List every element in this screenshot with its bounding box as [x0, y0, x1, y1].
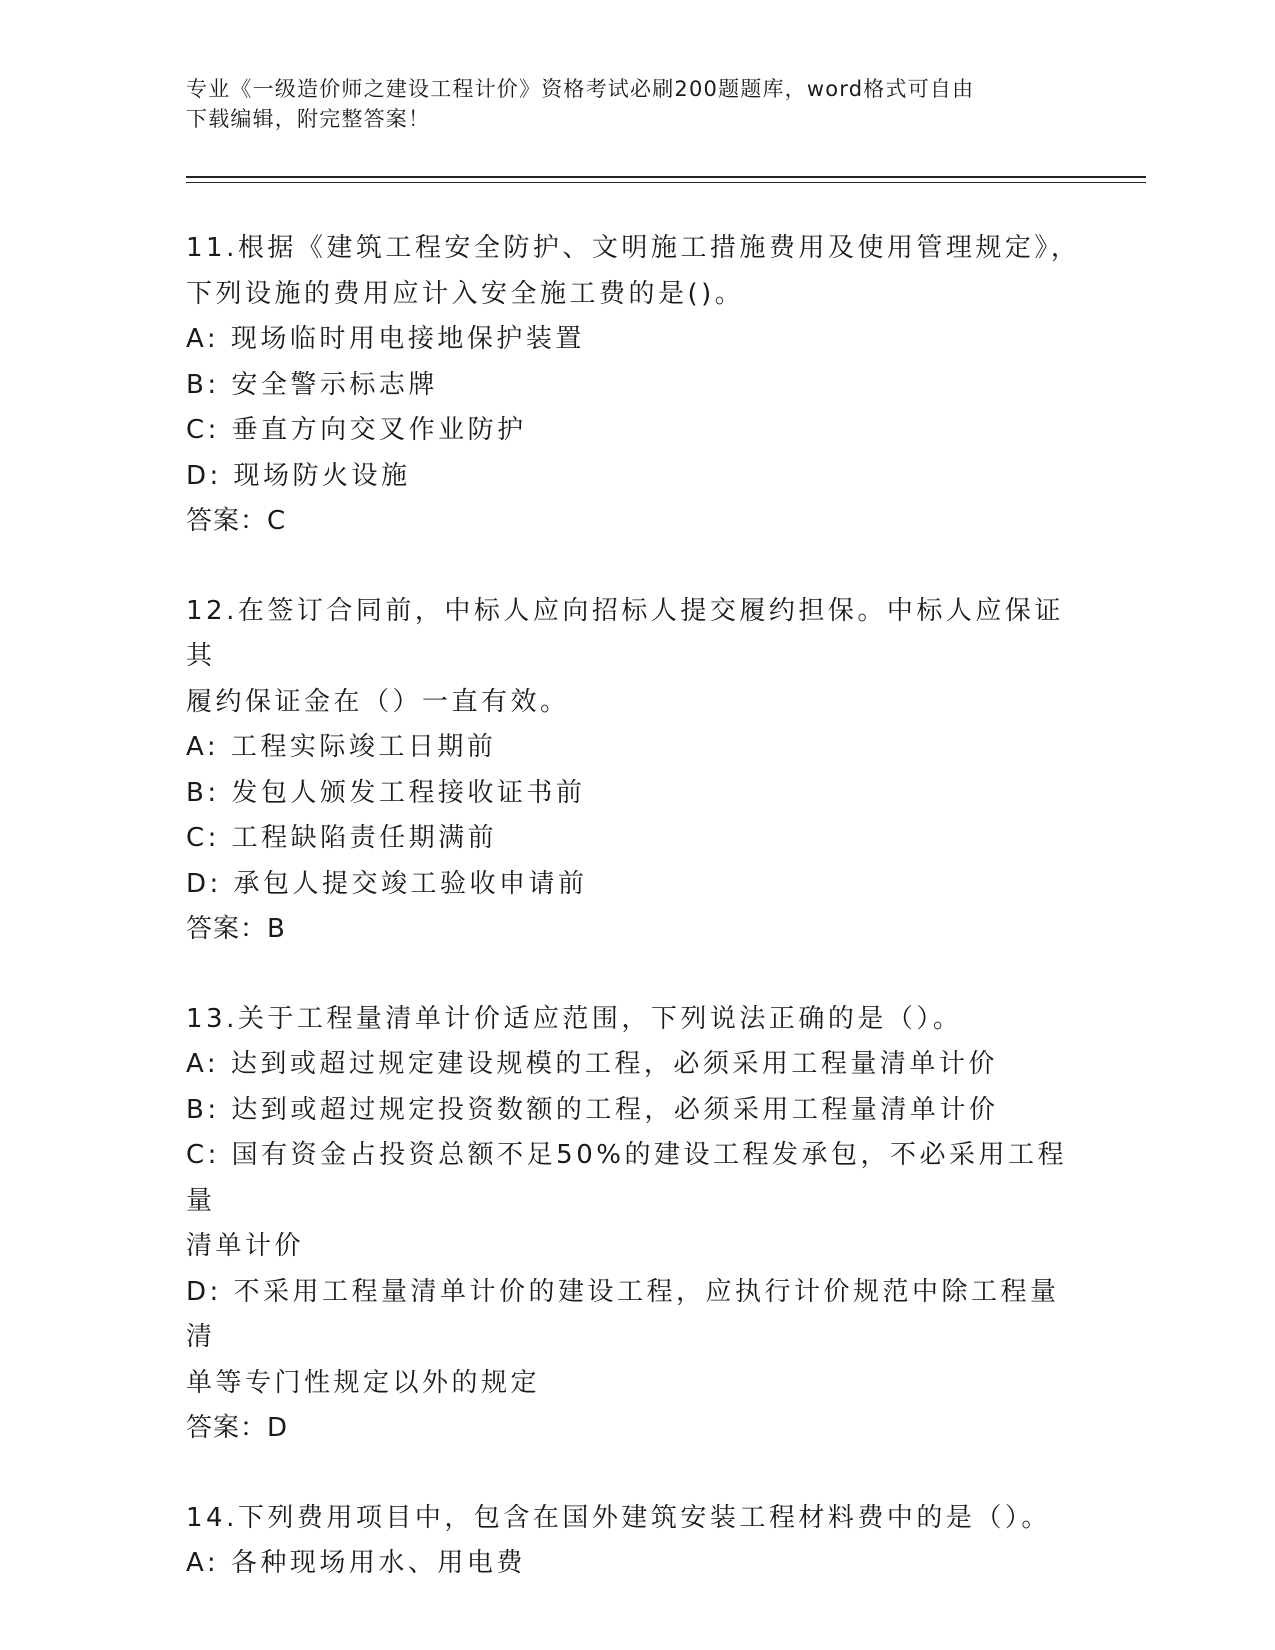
document-header [186, 74, 1066, 134]
option-line: 清单计价 [186, 1231, 305, 1261]
header-rule-thin [186, 182, 1146, 183]
question-stem-line: 12.在签订合同前，中标人应向招标人提交履约担保。中标人应保证其 [186, 595, 1064, 671]
option-line: D: 不采用工程量清单计价的建设工程，应执行计价规范中除工程量清 [186, 1276, 1060, 1352]
question-list [186, 226, 1086, 1631]
header-line-1: 专业《一级造价师之建设工程计价》资格考试必刷200题题库，word格式可自由 [186, 77, 975, 101]
option-line: D: 承包人提交竣工验收申请前 [186, 868, 588, 899]
option-line: C: 垂直方向交叉作业防护 [186, 415, 527, 445]
option-line: C: 国有资金占投资总额不足50%的建设工程发承包，不必采用工程量 [186, 1140, 1067, 1216]
answer-line: 答案：D [186, 1413, 289, 1443]
question-stem-line: 14.下列费用项目中，包含在国外建筑安装工程材料费中的是（）。 [186, 1502, 1051, 1533]
option-line: A: 达到或超过规定建设规模的工程，必须采用工程量清单计价 [186, 1049, 998, 1079]
option-line: C: 工程缺陷责任期满前 [186, 823, 498, 853]
option-line: B: 安全警示标志牌 [186, 369, 438, 400]
option-line: D: 现场防火设施 [186, 460, 411, 491]
answer-line: 答案：C [186, 506, 287, 536]
question-stem-line: 11.根据《建筑工程安全防护、文明施工措施费用及使用管理规定》， [186, 233, 1081, 263]
option-line: 单等专门性规定以外的规定 [186, 1367, 541, 1398]
question-11 [186, 226, 1086, 545]
header-rule-thick [186, 176, 1146, 178]
question-stem-line: 下列设施的费用应计入安全施工费的是()。 [186, 278, 745, 309]
header-line-2: 下载编辑，附完整答案！ [186, 107, 431, 131]
option-line: A: 工程实际竣工日期前 [186, 732, 497, 762]
question-12 [186, 589, 1086, 953]
option-line: B: 达到或超过规定投资数额的工程，必须采用工程量清单计价 [186, 1094, 999, 1125]
option-line: B: 发包人颁发工程接收证书前 [186, 777, 586, 808]
answer-line: 答案：B [186, 914, 286, 944]
option-line: A: 现场临时用电接地保护装置 [186, 324, 585, 354]
question-stem-line: 13.关于工程量清单计价适应范围，下列说法正确的是（）。 [186, 1003, 963, 1034]
question-14 [186, 1496, 1086, 1587]
option-line: A: 各种现场用水、用电费 [186, 1548, 526, 1578]
question-13 [186, 997, 1086, 1452]
question-stem-line: 履约保证金在（）一直有效。 [186, 686, 570, 717]
